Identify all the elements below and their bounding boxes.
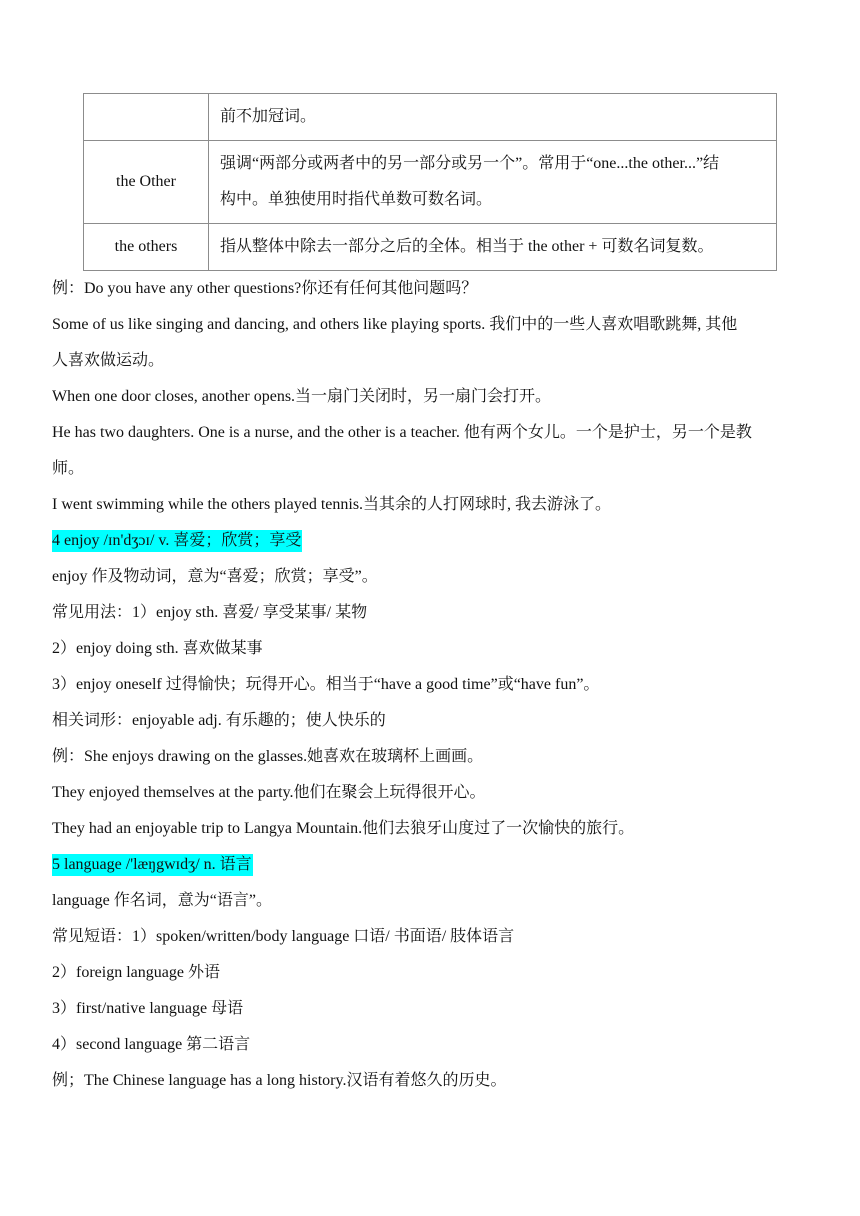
table-row [84,94,777,141]
example-line: Some of us like singing and dancing, and others like playing sports. 我们中的一些人喜欢唱歌跳舞, 其他 [52,316,738,333]
highlight: 5 language /'læŋgwɪdʒ/ n. 语言 [52,854,253,876]
example-line: When one door closes, another opens.当一扇门关闭时，另一扇门会打开。 [52,388,552,405]
section-heading-enjoy [52,531,822,551]
grammar-table [83,93,777,271]
section-heading-language [52,855,822,875]
table-term-cell: the Other [84,141,209,224]
phrase-line: 3）first/native language 母语 [52,1000,244,1017]
table-term-cell [84,94,209,141]
related-form-line: 相关词形：enjoyable adj. 有乐趣的；使人快乐的 [52,712,386,729]
highlight: 4 enjoy /ɪn'dʒɔɪ/ v. 喜爱；欣赏；享受 [52,530,302,552]
table-desc-cell: 指从整体中除去一部分之后的全体。相当于 the other + 可数名词复数。 [209,224,777,271]
example-line: They had an enjoyable trip to Langya Mountain.他们去狼牙山度过了一次愉快的旅行。 [52,820,635,837]
usage-line: 常见用法：1）enjoy sth. 喜爱/ 享受某事/ 某物 [52,604,368,621]
example-line: They enjoyed themselves at the party.他们在聚会上玩得很开心。 [52,784,486,801]
usage-line: 2）enjoy doing sth. 喜欢做某事 [52,640,263,657]
phrase-line: 常见短语：1）spoken/written/body language 口语/ 书面语/ 肢体语言 [52,928,515,945]
explanation-line: language 作名词，意为“语言”。 [52,892,272,909]
table-desc-cell [209,141,777,224]
phrase-line: 2）foreign language 外语 [52,964,220,981]
table-term-cell: the others [84,224,209,271]
example-line: He has two daughters. One is a nurse, and the other is a teacher. 他有两个女儿。一个是护士，另一个是教 [52,424,752,441]
example-line: 人喜欢做运动。 [52,352,165,369]
example-line: I went swimming while the others played tennis.当其余的人打网球时, 我去游泳了。 [52,496,612,513]
table-row [84,224,777,271]
explanation-line: enjoy 作及物动词，意为“喜爱；欣赏；享受”。 [52,568,378,585]
example-line: 例：Do you have any other questions?你还有任何其他问题吗？ [52,280,478,297]
phrase-line: 4）second language 第二语言 [52,1036,251,1053]
example-line: 例；The Chinese language has a long history.汉语有着悠久的历史。 [52,1072,507,1089]
table-desc-cell: 前不加冠词。 [209,94,777,141]
example-line: 例：She enjoys drawing on the glasses.她喜欢在玻璃杯上画画。 [52,748,484,765]
example-line: 师。 [52,460,85,477]
usage-line: 3）enjoy oneself 过得愉快；玩得开心。相当于“have a good time”或“have fun”。 [52,676,600,693]
table-desc-line: 强调“两部分或两者中的另一部分或另一个”。常用于“one...the other...”结 [220,155,720,172]
table-row [84,141,777,224]
table-desc-line: 构中。单独使用时指代单数可数名词。 [220,191,493,208]
